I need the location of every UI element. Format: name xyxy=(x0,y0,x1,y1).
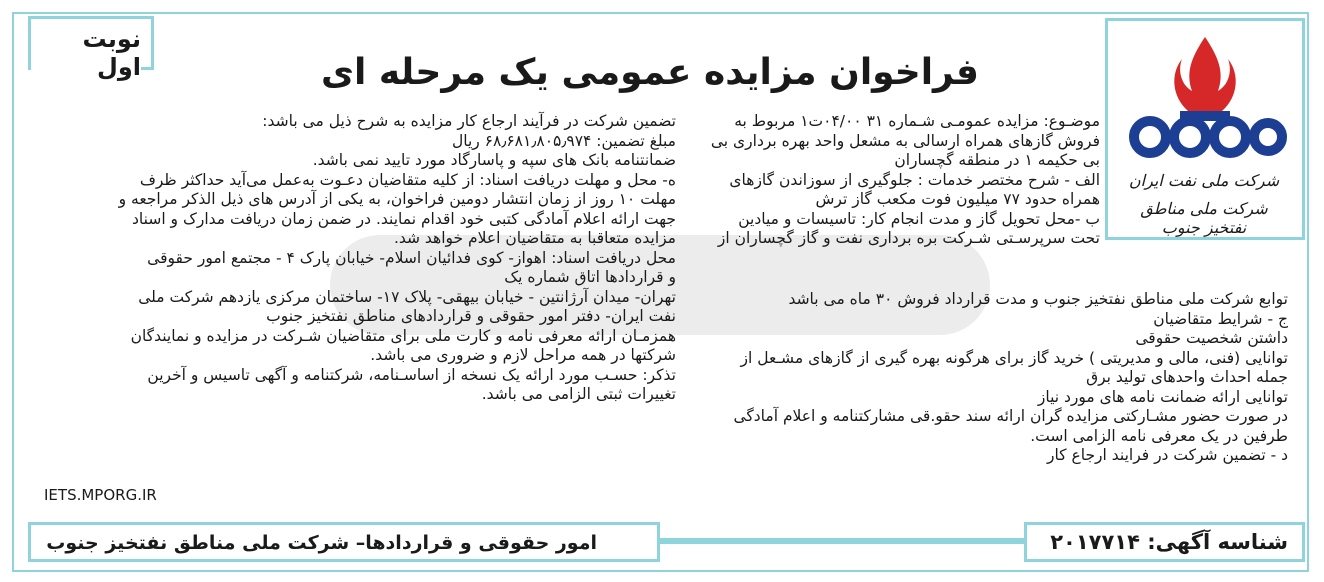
logo-subsidiary-name: شرکت ملی مناطق نفتخیز جنوب xyxy=(1140,199,1268,237)
round-label: نوبت اول xyxy=(31,25,141,81)
text-line: جمله احداث واحدهای تولید برق xyxy=(1086,368,1288,386)
logo-company-name: شرکت ملی نفت ایران xyxy=(1128,171,1280,190)
text-line: تضمین شرکت در فرآیند ارجاع کار مزایده به شرح ذیل می باشد: xyxy=(262,112,676,130)
text-line: و قراردادها اتاق شماره یک xyxy=(504,268,676,286)
text-line: ب -محل تحویل گاز و مدت انجام کار: تاسیسات و میادین xyxy=(738,209,1100,228)
text-line: داشتن شخصیت حقوقی xyxy=(1135,329,1288,347)
text-line: ضمانتنامه بانک های سپه و پاسارگاد مورد تایید نمی باشد. xyxy=(312,151,676,169)
text-line: شرکتها در همه مراحل لازم و ضروری می باشد. xyxy=(370,346,676,364)
footer-ad-id-box xyxy=(1024,522,1305,562)
text-line: موضـوع: مزایده عمومـی شـماره ۳۱ ۰۴/۰۰ت۱ مربوط به xyxy=(734,112,1100,130)
left-column xyxy=(40,112,676,405)
footer-department-box xyxy=(28,522,660,562)
text-line: مهلت ۱۰ روز از زمان انتشار دومین فراخوان، به یکی از آدرس های ذیل الذکر مراجعه و xyxy=(118,190,676,208)
text-line: الف - شرح مختصر خدمات : جلوگیری از سوزاندن گازهای xyxy=(729,170,1100,189)
text-line: تحت سرپرسـتی شـرکت بره برداری نفت و گاز گچساران از xyxy=(717,229,1100,247)
ad-identifier: شناسه آگهی: ۲۰۱۷۷۱۴ xyxy=(1050,530,1288,554)
page-title: فراخوان مزایده عمومی یک مرحله ای xyxy=(320,52,980,93)
right-column xyxy=(690,112,1100,249)
text-line: توابع شرکت ملی مناطق نفتخیز جنوب و مدت قرارداد فروش ۳۰ ماه می باشد xyxy=(788,290,1288,308)
round-badge xyxy=(28,16,154,81)
company-logo-box xyxy=(1105,18,1305,240)
right-column-continued xyxy=(700,290,1288,466)
text-line: مبلغ تضمین: ۶۸٫۶۸۱٫۸۰۵٫۹۷۴ ریال xyxy=(451,131,676,150)
text-line: تهران- میدان آرژانتین - خیابان بیهقی- پلاک ۱۷- ساختمان مرکزی یازدهم شرکت ملی xyxy=(138,287,676,306)
website-link[interactable]: IETS.MPORG.IR xyxy=(44,486,157,504)
text-line: ه- محل و مهلت دریافت اسناد: از کلیه متقاضیان دعـوت به‌عمل می‌آید حداکثر ظرف xyxy=(139,170,676,189)
text-line: ج - شرایط متقاضیان xyxy=(1153,309,1288,328)
text-line: بی حکیمه ۱ در منطقه گچساران xyxy=(894,151,1100,169)
text-line: فروش گازهای همراه ارسالی به مشعل واحد بهره برداری بی xyxy=(710,131,1100,150)
footer-department: امور حقوقی و قراردادها– شرکت ملی مناطق نفتخیز جنوب xyxy=(46,532,597,554)
text-line: همزمـان ارائه معرفی نامه و کارت ملی برای متقاضیان شـرکت در مزایده و نمایندگان xyxy=(130,326,676,345)
text-line: نفت ایران- دفتر امور حقوقی و قراردادهای مناطق نفتخیز جنوب xyxy=(266,307,676,325)
text-line: د - تضمین شرکت در فرایند ارجاع کار xyxy=(1046,446,1288,464)
text-line: توانایی ارائه ضمانت نامه های مورد نیاز xyxy=(1037,387,1288,406)
text-line: طرفین در یک معرفی نامه الزامی است. xyxy=(1030,426,1288,445)
text-line: در صورت حضور مشـارکتی مزایده گران ارائه سند حقو.قی مشارکتنامه و اعلام آمادگی xyxy=(733,407,1288,425)
text-line: تذکر: حسـب مورد ارائه یک نسخه از اساسـنامه، شرکتنامه و آگهی تاسیس و آخرین xyxy=(147,365,676,384)
text-line: مزایده متعاقبا به متقاضیان اعلام خواهد شد. xyxy=(393,229,676,247)
nioc-flame-icon xyxy=(1120,29,1290,169)
text-line: تغییرات ثبتی الزامی می باشد. xyxy=(481,385,676,403)
text-line: محل دریافت اسناد: اهواز- کوی فدائیان اسلام- خیابان پارک ۴ - مجتمع امور حقوقی xyxy=(147,248,676,267)
text-line: جهت ارائه اعلام آمادگی کتبی خود اقدام نمایند. در ضمن زمان دریافت مدارک و اسناد xyxy=(132,209,676,228)
text-line: توانایی (فنی، مالی و مدیریتی ) خرید گاز برای هرگونه بهره گیری از گازهای مشـعل از xyxy=(740,348,1288,367)
text-line: همراه حدود ۷۷ میلیون فوت مکعب گاز ترش xyxy=(815,190,1100,208)
